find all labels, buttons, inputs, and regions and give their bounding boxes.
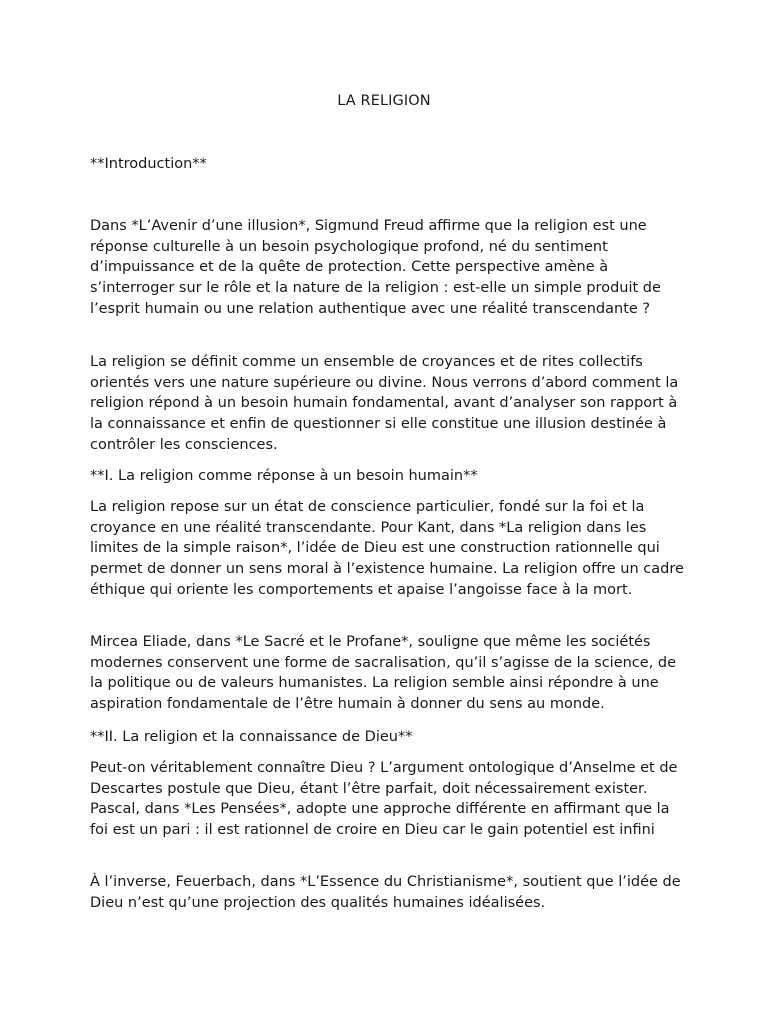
paragraph-definition: La religion se définit comme un ensemble de croyances et de rites collectifs orientés vers une nature supérieure ou divine. Nous verrons d’abord comment la religion répond à un besoin humain fondamental, avant d’analyser son rapport à la connaissance et enfin de questionner si elle constitue une illusion destinée à contrôler les consciences.: [90, 354, 679, 453]
paragraph-kant: La religion repose sur un état de conscience particulier, fondé sur la foi et la croyance en une réalité transcendante. Pour Kant, dans *La religion dans les limites de la simple raison*, l’idée de Dieu est une construction rationnelle qui permet de donner un sens moral à l’existence humaine. La religion offre un cadre éthique qui oriente les comportements et apaise l’angoisse face à la mort.: [90, 499, 684, 598]
paragraph-feuerbach: À l’inverse, Feuerbach, dans *L’Essence du Christianisme*, soutient que l’idée de Dieu n’est qu’une projection des qualités humaines idéalisées.: [90, 874, 681, 911]
paragraph-eliade: Mircea Eliade, dans *Le Sacré et le Profane*, souligne que même les sociétés modernes conservent une forme de sacralisation, qu’il s’agisse de la science, de la politique ou de valeurs humanistes. La religion semble ainsi répondre à une aspiration fondamentale de l’être humain à donner du sens au monde.: [90, 634, 677, 713]
paragraph-anselme-pascal: Peut-on véritablement connaître Dieu ? L’argument ontologique d’Anselme et de Descartes postule que Dieu, étant l’être parfait, doit nécessairement exister. Pascal, dans *Les Pensées*, adopte une approche différente en affirmant que la foi est un pari : il est rationnel de croire en Dieu car le gain potentiel est infini: [90, 760, 678, 839]
paragraph-freud: Dans *L’Avenir d’une illusion*, Sigmund Freud affirme que la religion est une réponse culturelle à un besoin psychologique profond, né du sentiment d’impuissance et de la quête de protection. Cette perspective amène à s’interroger sur le rôle et la nature de la religion : est-elle un simple produit de l’esprit humain ou une relation authentique avec une réalité transcendante ?: [90, 218, 661, 317]
section-2-heading: **II. La religion et la connaissance de Dieu**: [90, 729, 413, 745]
section-1-heading: **I. La religion comme réponse à un besoin humain**: [90, 468, 478, 484]
intro-heading: **Introduction**: [90, 156, 207, 172]
document-title: LA RELIGION: [337, 93, 431, 109]
